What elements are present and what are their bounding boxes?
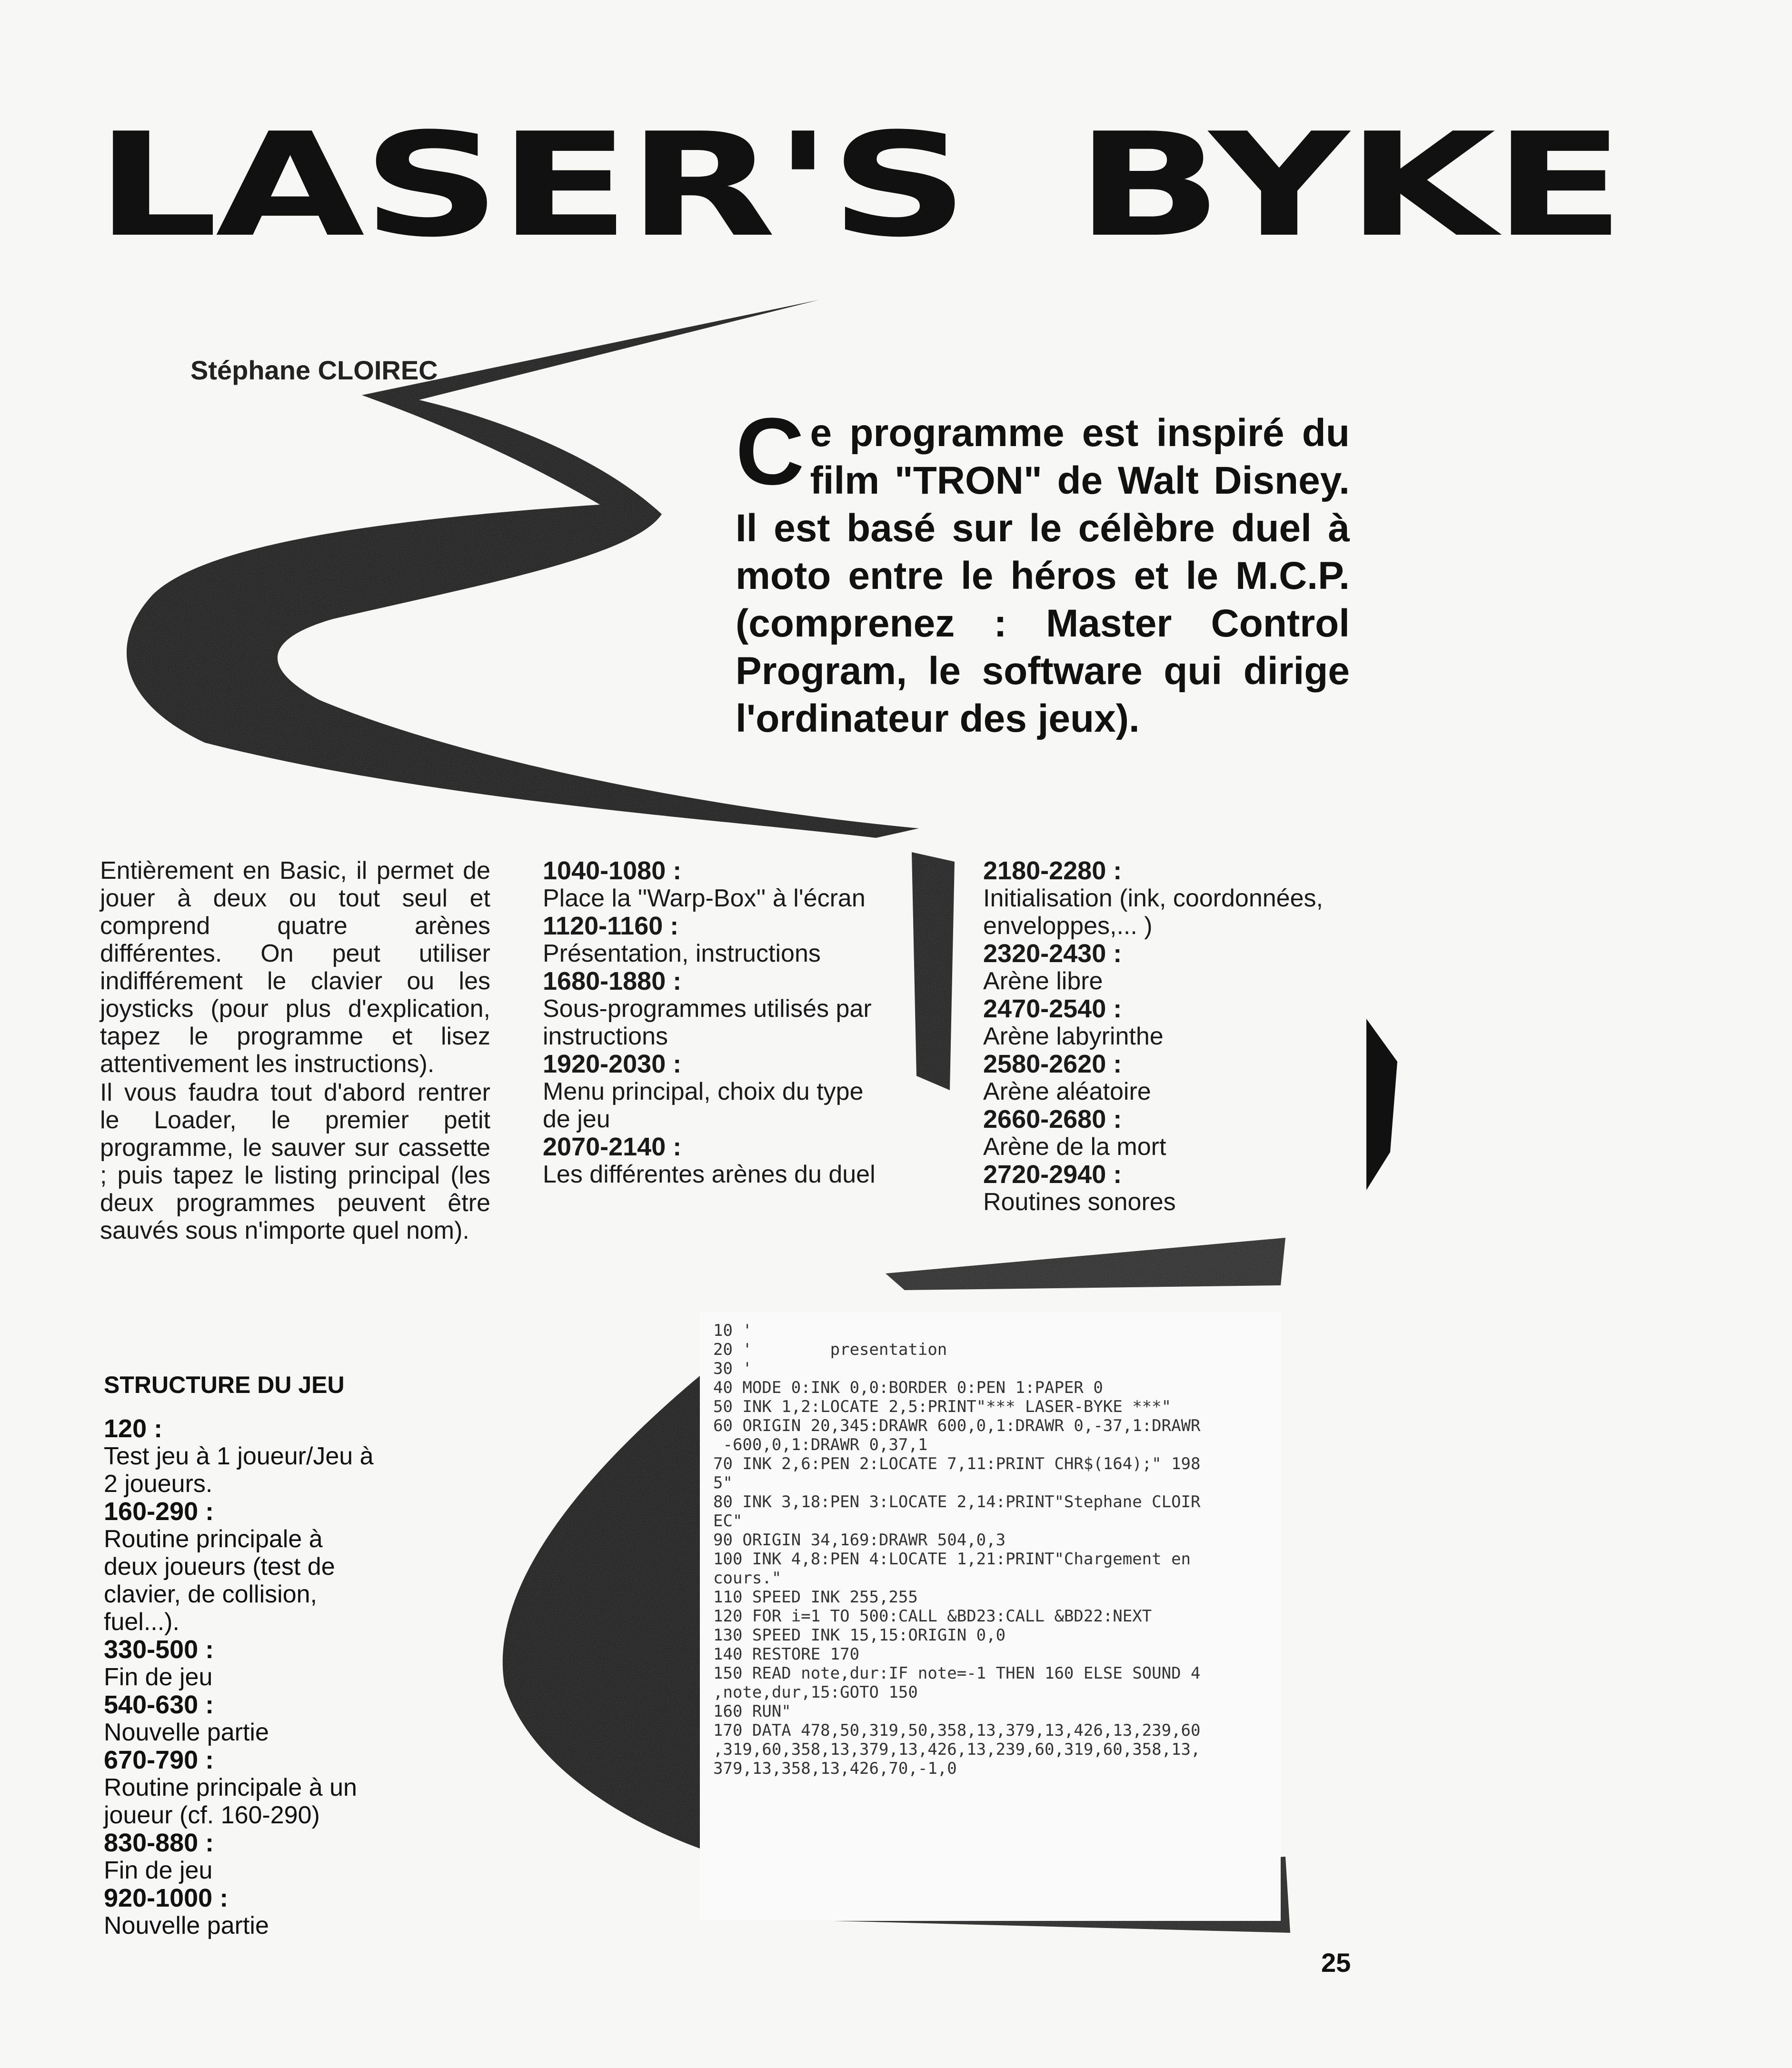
range-desc: Fin de jeu — [104, 1663, 213, 1691]
range-desc: Routine principale à deux joueurs (test de clavier, de collision, fuel...). — [104, 1525, 335, 1636]
structure-section — [104, 1371, 380, 1939]
title-part-2: BYKE — [1075, 102, 1623, 268]
range-desc: Arène labyrinthe — [983, 1023, 1164, 1050]
range-desc: Présentation, instructions — [543, 940, 821, 967]
structure-entry — [104, 1746, 380, 1829]
range-entry — [983, 1050, 1326, 1105]
listing-line: 110 SPEED INK 255,255 — [713, 1588, 918, 1607]
range-label: 2320-2430 : — [983, 939, 1122, 968]
structure-entry — [104, 1498, 380, 1636]
range-label: 2720-2940 : — [983, 1160, 1122, 1189]
range-label: 120 : — [104, 1414, 163, 1443]
range-desc: Les différentes arènes du duel — [543, 1161, 876, 1188]
range-label: 2070-2140 : — [543, 1133, 682, 1161]
range-desc: Routine principale à un joueur (cf. 160-290) — [104, 1774, 357, 1829]
listing-line: -600,0,1:DRAWR 0,37,1 — [713, 1435, 928, 1454]
intro-text: e programme est inspiré du film "TRON" de Walt Disney. Il est basé sur le célèbre duel à moto entre le héros et le M.C.P. (comprenez : Master Control Program, le software qui dirige l'ordinateur des jeux). — [736, 411, 1350, 740]
range-desc: Arène aléatoire — [983, 1078, 1151, 1105]
range-desc: Sous-programmes utilisés par instructions — [543, 995, 872, 1050]
listing-line: 130 SPEED INK 15,15:ORIGIN 0,0 — [713, 1626, 1006, 1645]
range-label: 1920-2030 : — [543, 1050, 682, 1078]
drop-cap: C — [736, 398, 805, 505]
ink-arrow-shape — [1366, 1019, 1397, 1190]
structure-heading: STRUCTURE DU JEU — [104, 1372, 345, 1398]
intro-paragraph — [736, 398, 1350, 743]
range-desc: Place la ''Warp-Box'' à l'écran — [543, 885, 866, 912]
range-label: 2580-2620 : — [983, 1050, 1122, 1078]
line-ranges-column-1 — [543, 857, 886, 1188]
range-entry — [543, 857, 886, 912]
range-entry — [983, 1161, 1326, 1216]
page-number: 25 — [1321, 1948, 1351, 1978]
listing-line: 140 RESTORE 170 — [713, 1645, 860, 1664]
ink-stripe-shape — [886, 1238, 1285, 1290]
range-label: 830-880 : — [104, 1829, 214, 1857]
listing-line: 40 MODE 0:INK 0,0:BORDER 0:PEN 1:PAPER 0 — [713, 1378, 1103, 1397]
range-desc: Test jeu à 1 joueur/Jeu à 2 joueurs. — [104, 1442, 374, 1498]
range-label: 1120-1160 : — [543, 912, 679, 940]
range-desc: Fin de jeu — [104, 1857, 213, 1884]
listing-line: 120 FOR i=1 TO 500:CALL &BD23:CALL &BD22:NEXT — [713, 1607, 1152, 1626]
listing-line: 170 DATA 478,50,319,50,358,13,379,13,426,13,239,60 — [713, 1721, 1201, 1740]
range-entry — [543, 912, 886, 967]
author-byline: Stéphane CLOIREC — [190, 355, 438, 385]
listing-line: 30 ' — [713, 1359, 752, 1378]
range-label: 2470-2540 : — [983, 994, 1122, 1023]
listing-line: 150 READ note,dur:IF note=-1 THEN 160 ELSE SOUND 4 — [713, 1664, 1201, 1683]
range-desc: Nouvelle partie — [104, 1719, 269, 1746]
listing-line: 70 INK 2,6:PEN 2:LOCATE 7,11:PRINT CHR$(164);" 198 — [713, 1454, 1201, 1473]
body-paragraph: Il vous faudra tout d'abord rentrer le Loader, le premier petit programme, le sauver sur cassette ; puis tapez le listing principal (les deux programmes peuvent être sauvés sous n'importe quel nom). — [100, 1079, 490, 1244]
body-column — [100, 857, 490, 1245]
range-entry — [983, 995, 1326, 1050]
ink-wedge-shape — [503, 1362, 724, 1857]
range-label: 2180-2280 : — [983, 856, 1122, 885]
range-label: 160-290 : — [104, 1497, 214, 1526]
listing-line: 20 ' presentation — [713, 1340, 947, 1359]
basic-listing — [700, 1312, 1281, 1921]
range-entry — [983, 1105, 1326, 1161]
range-entry — [983, 857, 1326, 940]
body-paragraph: Entièrement en Basic, il permet de jouer à deux ou tout seul et comprend quatre arènes différentes. On peut utiliser indifférement le clavier ou les joysticks (pour plus d'explication, tapez le programme et lisez attentivement les instructions). — [100, 857, 490, 1078]
article-title — [95, 102, 1792, 268]
range-label: 330-500 : — [104, 1635, 214, 1664]
listing-line: 80 INK 3,18:PEN 3:LOCATE 2,14:PRINT"Stephane CLOIR — [713, 1492, 1201, 1511]
listing-line: cours." — [713, 1569, 782, 1588]
listing-line: 160 RUN" — [713, 1702, 791, 1721]
listing-line: 100 INK 4,8:PEN 4:LOCATE 1,21:PRINT"Chargement en — [713, 1550, 1191, 1569]
line-ranges-column-2 — [983, 857, 1326, 1216]
listing-line: 5" — [713, 1473, 733, 1492]
listing-line: 379,13,358,13,426,70,-1,0 — [713, 1759, 957, 1778]
range-entry — [983, 940, 1326, 995]
structure-entry — [104, 1636, 380, 1691]
range-label: 1680-1880 : — [543, 967, 682, 995]
range-label: 1040-1080 : — [543, 856, 682, 885]
listing-line: 90 ORIGIN 34,169:DRAWR 504,0,3 — [713, 1531, 1006, 1550]
range-entry — [543, 1050, 886, 1133]
listing-line: 60 ORIGIN 20,345:DRAWR 600,0,1:DRAWR 0,-37,1:DRAWR — [713, 1416, 1201, 1435]
listing-line: 50 INK 1,2:LOCATE 2,5:PRINT"*** LASER-BYKE ***" — [713, 1397, 1172, 1416]
range-desc: Arène libre — [983, 967, 1103, 995]
range-label: 920-1000 : — [104, 1884, 229, 1912]
range-entry — [543, 1133, 886, 1188]
range-desc: Routines sonores — [983, 1188, 1176, 1216]
structure-entry — [104, 1884, 380, 1939]
range-label: 670-790 : — [104, 1746, 214, 1774]
listing-line: EC" — [713, 1511, 743, 1531]
range-entry — [543, 967, 886, 1050]
range-label: 540-630 : — [104, 1690, 214, 1719]
structure-entry — [104, 1829, 380, 1884]
structure-entry — [104, 1691, 380, 1746]
title-part-1: LASER'S — [95, 102, 966, 268]
range-desc: Initialisation (ink, coordonnées, enveloppes,... ) — [983, 885, 1323, 940]
range-desc: Nouvelle partie — [104, 1912, 269, 1939]
listing-line: 10 ' — [713, 1321, 752, 1340]
range-desc: Menu principal, choix du type de jeu — [543, 1078, 864, 1133]
ink-bar-shape — [912, 852, 955, 1090]
structure-entry — [104, 1415, 380, 1498]
range-label: 2660-2680 : — [983, 1105, 1122, 1133]
listing-line: ,note,dur,15:GOTO 150 — [713, 1683, 918, 1702]
listing-line: ,319,60,358,13,379,13,426,13,239,60,319,60,358,13, — [713, 1740, 1201, 1759]
range-desc: Arène de la mort — [983, 1133, 1166, 1161]
